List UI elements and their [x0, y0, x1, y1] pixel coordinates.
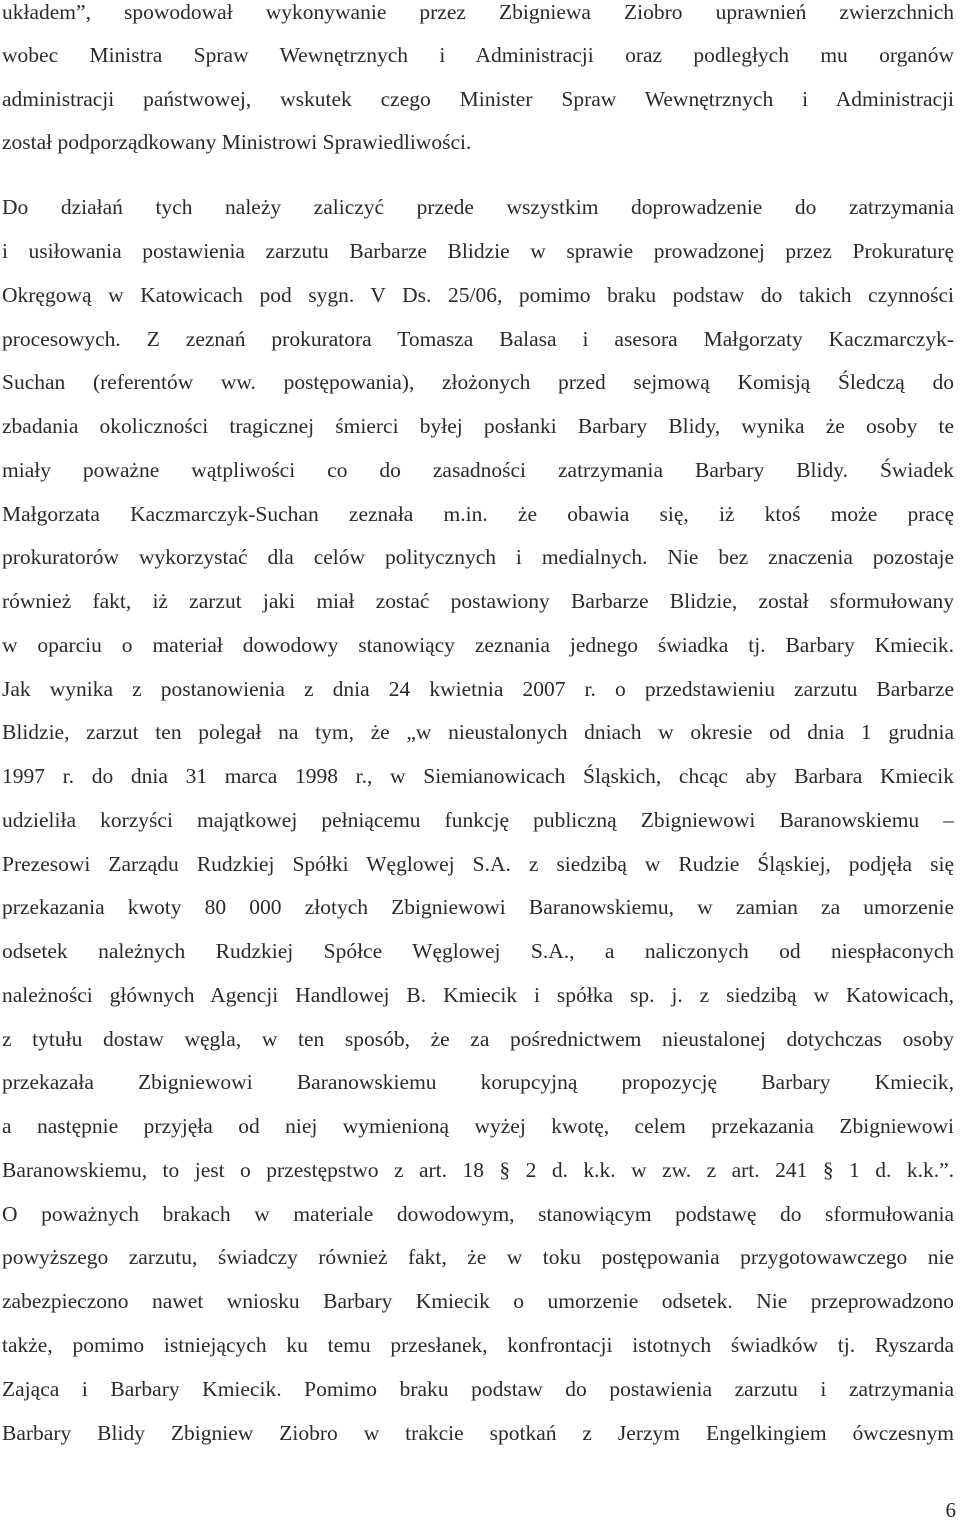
text-line: zabezpieczono nawet wniosku Barbary Kmiecik o umorzenie odsetek. Nie przeprowadzono [2, 1289, 954, 1313]
text-line: O poważnych brakach w materiale dowodowym, stanowiącym podstawę do sformułowania [2, 1202, 954, 1226]
text-line: w oparciu o materiał dowodowy stanowiący zeznania jednego świadka tj. Barbary Kmiecik. [2, 633, 954, 657]
text-line: układem”, spowodował wykonywanie przez Zbigniewa Ziobro uprawnień zwierzchnich [2, 0, 954, 24]
text-line: powyższego zarzutu, świadczy również fakt, że w toku postępowania przygotowawczego nie [2, 1245, 954, 1269]
text-line: procesowych. Z zeznań prokuratora Tomasza Balasa i asesora Małgorzaty Kaczmarczyk- [2, 327, 954, 351]
text-line: administracji państwowej, wskutek czego Minister Spraw Wewnętrznych i Administracji [2, 87, 954, 111]
text-line: Okręgową w Katowicach pod sygn. V Ds. 25/06, pomimo braku podstaw do takich czynności [2, 283, 954, 307]
text-line: Do działań tych należy zaliczyć przede wszystkim doprowadzenie do zatrzymania [2, 195, 954, 219]
text-line: i usiłowania postawienia zarzutu Barbarze Blidzie w sprawie prowadzonej przez Prokuraturę [2, 239, 954, 263]
text-line: Zająca i Barbary Kmiecik. Pomimo braku podstaw do postawienia zarzutu i zatrzymania [2, 1377, 954, 1401]
text-line: odsetek należnych Rudzkiej Spółce Węglowej S.A., a naliczonych od niespłaconych [2, 939, 954, 963]
text-line: został podporządkowany Ministrowi Sprawiedliwości. [2, 130, 472, 154]
text-line: także, pomimo istniejących ku temu przesłanek, konfrontacji istotnych świadków tj. Ryszarda [2, 1333, 954, 1357]
text-line: udzieliła korzyści majątkowej pełniącemu funkcję publiczną Zbigniewowi Baranowskiemu – [2, 808, 954, 832]
text-line: również fakt, iż zarzut jaki miał zostać postawiony Barbarze Blidzie, został sformułowany [2, 589, 954, 613]
text-line: Prezesowi Zarządu Rudzkiej Spółki Węglowej S.A. z siedzibą w Rudzie Śląskiej, podjęła się [2, 852, 954, 876]
text-line: a następnie przyjęła od niej wymienioną wyżej kwotę, celem przekazania Zbigniewowi [2, 1114, 954, 1138]
text-line: prokuratorów wykorzystać dla celów politycznych i medialnych. Nie bez znaczenia pozostaje [2, 545, 954, 569]
text-line: Jak wynika z postanowienia z dnia 24 kwietnia 2007 r. o przedstawieniu zarzutu Barbarze [2, 677, 954, 701]
text-line: Baranowskiemu, to jest o przestępstwo z art. 18 § 2 d. k.k. w zw. z art. 241 § 1 d. k.k.”. [2, 1158, 954, 1182]
text-line: miały poważne wątpliwości co do zasadności zatrzymania Barbary Blidy. Świadek [2, 458, 954, 482]
text-line: należności głównych Agencji Handlowej B. Kmiecik i spółka sp. j. z siedzibą w Katowicach, [2, 983, 954, 1007]
text-line: Blidzie, zarzut ten polegał na tym, że „w nieustalonych dniach w okresie od dnia 1 grudnia [2, 720, 954, 744]
text-line: Barbary Blidy Zbigniew Ziobro w trakcie spotkań z Jerzym Engelkingiem ówczesnym [2, 1421, 954, 1445]
page-number: 6 [945, 1498, 956, 1522]
text-line: 1997 r. do dnia 31 marca 1998 r., w Siemianowicach Śląskich, chcąc aby Barbara Kmiecik [2, 764, 954, 788]
text-line: Suchan (referentów ww. postępowania), złożonych przed sejmową Komisją Śledczą do [2, 370, 954, 394]
text-line: Małgorzata Kaczmarczyk-Suchan zeznała m.in. że obawia się, iż ktoś może pracę [2, 502, 954, 526]
text-line: wobec Ministra Spraw Wewnętrznych i Administracji oraz podległych mu organów [2, 43, 954, 67]
text-line: przekazała Zbigniewowi Baranowskiemu korupcyjną propozycję Barbary Kmiecik, [2, 1070, 954, 1094]
text-line: przekazania kwoty 80 000 złotych Zbigniewowi Baranowskiemu, w zamian za umorzenie [2, 895, 954, 919]
text-line: zbadania okoliczności tragicznej śmierci byłej posłanki Barbary Blidy, wynika że osoby te [2, 414, 954, 438]
text-line: z tytułu dostaw węgla, w ten sposób, że za pośrednictwem nieustalonej dotychczas osoby [2, 1027, 954, 1051]
